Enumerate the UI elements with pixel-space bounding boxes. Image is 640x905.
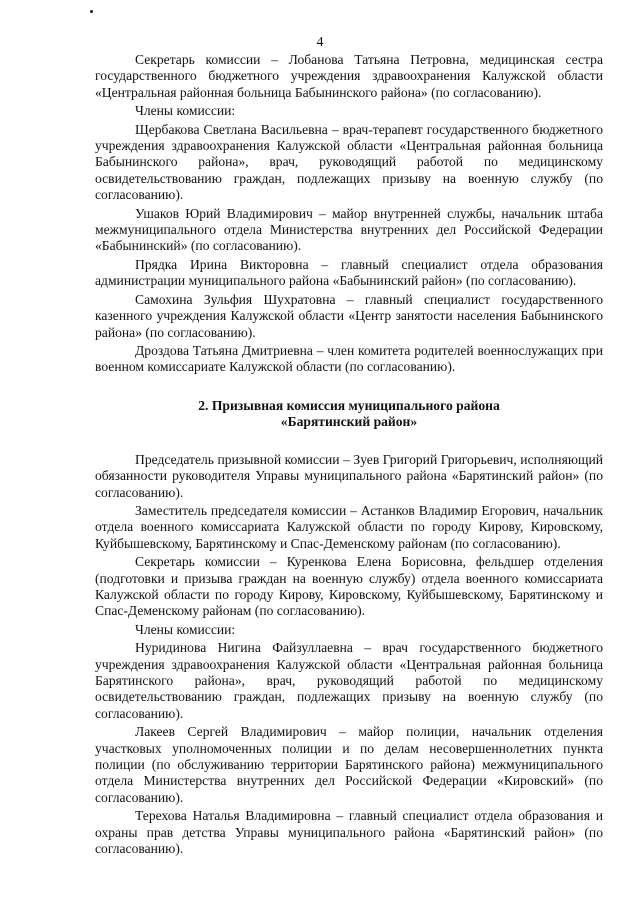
page-number: 4 bbox=[316, 35, 324, 50]
paragraph-members-label-2: Члены комиссии: bbox=[135, 621, 236, 637]
paragraph-member-pryadka: Прядка Ирина Викторовна – главный специалист отдела образования администрации муниципального района «Бабынинский район» (по согласованию). bbox=[95, 256, 603, 289]
section-heading bbox=[95, 398, 603, 430]
paragraph-member-drozdova: Дроздова Татьяна Дмитриевна – член комитета родителей военнослужащих при военном комиссариате Калужской области (по согласованию). bbox=[95, 342, 603, 375]
document-body bbox=[95, 52, 603, 859]
paragraph-secretary-1: Секретарь комиссии – Лобанова Татьяна Петровна, медицинская сестра государственного бюджетного учреждения здравоохранения Калужской области «Центральная районная больница Бабынинского района» (по согласованию). bbox=[95, 52, 603, 100]
section-heading-line-2: «Барятинский район» bbox=[280, 413, 418, 429]
paragraph-member-ushakov: Ушаков Юрий Владимирович – майор внутренней службы, начальник штаба межмуниципального отдела Министерства внутренних дел Российской Федерации «Бабынинский» (по согласованию). bbox=[95, 205, 603, 254]
scan-mark bbox=[90, 10, 93, 13]
paragraph-member-terekhova: Терехова Наталья Владимировна – главный специалист отдела образования и охраны прав детства Управы муниципального района «Барятинский район» (по согласованию). bbox=[95, 808, 603, 857]
paragraph-member-lakeev: Лакеев Сергей Владимирович – майор полиции, начальник отделения участковых уполномоченных полиции и по делам несовершеннолетних пункта полиции (по обслуживанию территории Барятинского района) межмуниципального отдела Министерства внутренних дел Российской Федерации «Кировский» (по согласованию). bbox=[95, 724, 603, 805]
paragraph-member-samokhina: Самохина Зульфия Шухратовна – главный специалист государственного казенного учреждения Калужской области «Центр занятости населения Бабынинского района» (по согласованию). bbox=[95, 291, 603, 340]
section-heading-line-1: 2. Призывная комиссия муниципального района bbox=[198, 397, 500, 413]
paragraph-members-label-1: Члены комиссии: bbox=[135, 103, 236, 119]
paragraph-deputy-chairman: Заместитель председателя комиссии – Астанков Владимир Егорович, начальник отдела военного комиссариата Калужской области по городу Кирову, Кировскому, Куйбышевскому, Барятинскому и Спас-Деменскому районам (по согласованию). bbox=[95, 502, 603, 551]
paragraph-member-nuridinova: Нуридинова Нигина Файзуллаевна – врач государственного бюджетного учреждения здравоохранения Калужской области «Центральная районная больница Барятинского района», врач, руководящий работой по медицинскому освидетельствованию граждан, подлежащих призыву на военную службу (по согласованию). bbox=[95, 640, 603, 721]
paragraph-secretary-2: Секретарь комиссии – Куренкова Елена Борисовна, фельдшер отделения (подготовки и призыва граждан на военную службу) отдела военного комиссариата Калужской области по городу Кирову, Кировскому, Куйбышевскому, Барятинскому и Спас-Деменскому районам (по согласованию). bbox=[95, 554, 603, 619]
paragraph-member-shcherbakova: Щербакова Светлана Васильевна – врач-терапевт государственного бюджетного учреждения здравоохранения Калужской области «Центральная районная больница Бабынинского района», врач, руководящий работой по медицинскому освидетельствованию граждан, подлежащих призыву на военную службу (по согласованию). bbox=[95, 121, 603, 203]
paragraph-chairman: Председатель призывной комиссии – Зуев Григорий Григорьевич, исполняющий обязанности руководителя Управы муниципального района «Барятинский район» (по согласованию). bbox=[95, 451, 603, 500]
